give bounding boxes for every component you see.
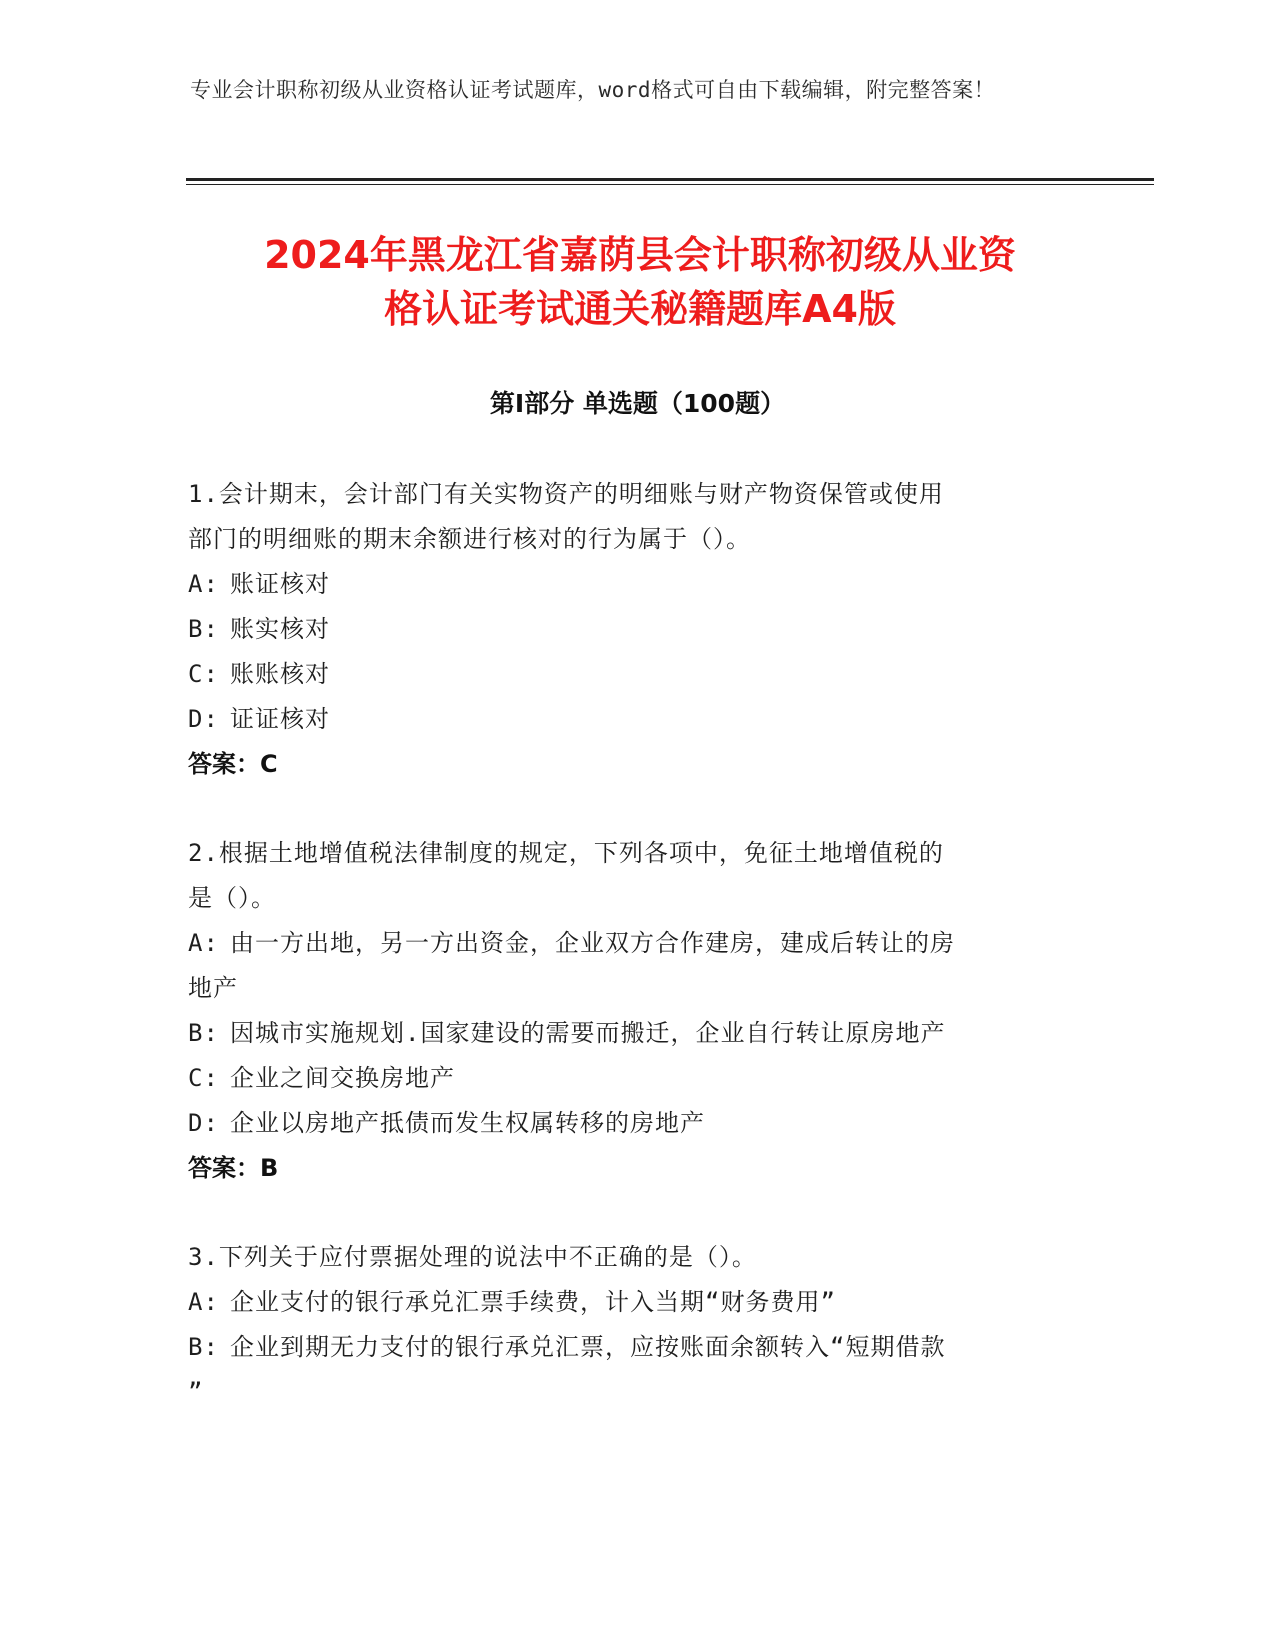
option-text: 企业之间交换房地产 [230,1064,455,1092]
option-key: A: [188,570,219,598]
document-title [170,228,1110,336]
question-2-option-a [188,921,1068,966]
question-2-option-d [188,1101,1068,1146]
option-text: 企业以房地产抵债而发生权属转移的房地产 [230,1109,705,1137]
option-text: 证证核对 [230,705,330,733]
question-1-option-a [188,562,1068,607]
option-key: D: [188,705,219,733]
option-key: A: [188,929,219,957]
header-note: 专业会计职称初级从业资格认证考试题库，word格式可自由下载编辑，附完整答案！ [190,78,996,102]
option-text: 因城市实施规划.国家建设的需要而搬迁，企业自行转让原房地产 [230,1019,946,1047]
question-1-stem-line-1: 1.会计期末，会计部门有关实物资产的明细账与财产物资保管或使用 [188,480,944,508]
option-key: D: [188,1109,219,1137]
option-key: B: [188,615,219,643]
question-3-stem-line-1: 3.下列关于应付票据处理的说法中不正确的是（）。 [188,1243,757,1271]
question-1-stem-line-2: 部门的明细账的期末余额进行核对的行为属于（）。 [188,525,751,553]
question-2-option-a-continued: 地产 [188,974,238,1002]
question-1-option-b [188,607,1068,652]
question-2-stem-line-2: 是（）。 [188,884,276,912]
question-2-option-c [188,1056,1068,1101]
header-rule-thin [186,184,1154,185]
option-text: 由一方出地，另一方出资金，企业双方合作建房，建成后转让的房 [230,929,955,957]
option-key: C: [188,1064,219,1092]
option-text: 账证核对 [230,570,330,598]
option-key: C: [188,660,219,688]
question-2-answer: 答案：B [188,1154,279,1182]
question-2-stem-line-1: 2.根据土地增值税法律制度的规定，下列各项中，免征土地增值税的 [188,839,944,867]
option-text: 账实核对 [230,615,330,643]
document-title-line-1: 2024年黑龙江省嘉荫县会计职称初级从业资 [264,233,1016,277]
question-3 [188,1235,1068,1415]
option-key: B: [188,1019,219,1047]
question-1 [188,472,1068,787]
question-list [188,472,1068,1459]
section-title: 第Ⅰ部分 单选题（100题） [489,389,786,418]
question-2-option-b [188,1011,1068,1056]
question-1-answer: 答案：C [188,750,278,778]
document-title-line-2: 格认证考试通关秘籍题库A4版 [384,287,896,331]
question-3-option-a [188,1280,1068,1325]
option-text: 企业到期无力支付的银行承兑汇票，应按账面余额转入“短期借款 [230,1333,946,1361]
option-key: A: [188,1288,219,1316]
option-text: 账账核对 [230,660,330,688]
header-rule-thick [186,178,1154,181]
option-key: B: [188,1333,219,1361]
question-3-option-b-continued: ” [188,1378,204,1406]
question-3-option-b [188,1325,1068,1370]
question-2 [188,831,1068,1191]
question-1-option-d [188,697,1068,742]
option-text: 企业支付的银行承兑汇票手续费，计入当期“财务费用” [230,1288,836,1316]
question-1-option-c [188,652,1068,697]
